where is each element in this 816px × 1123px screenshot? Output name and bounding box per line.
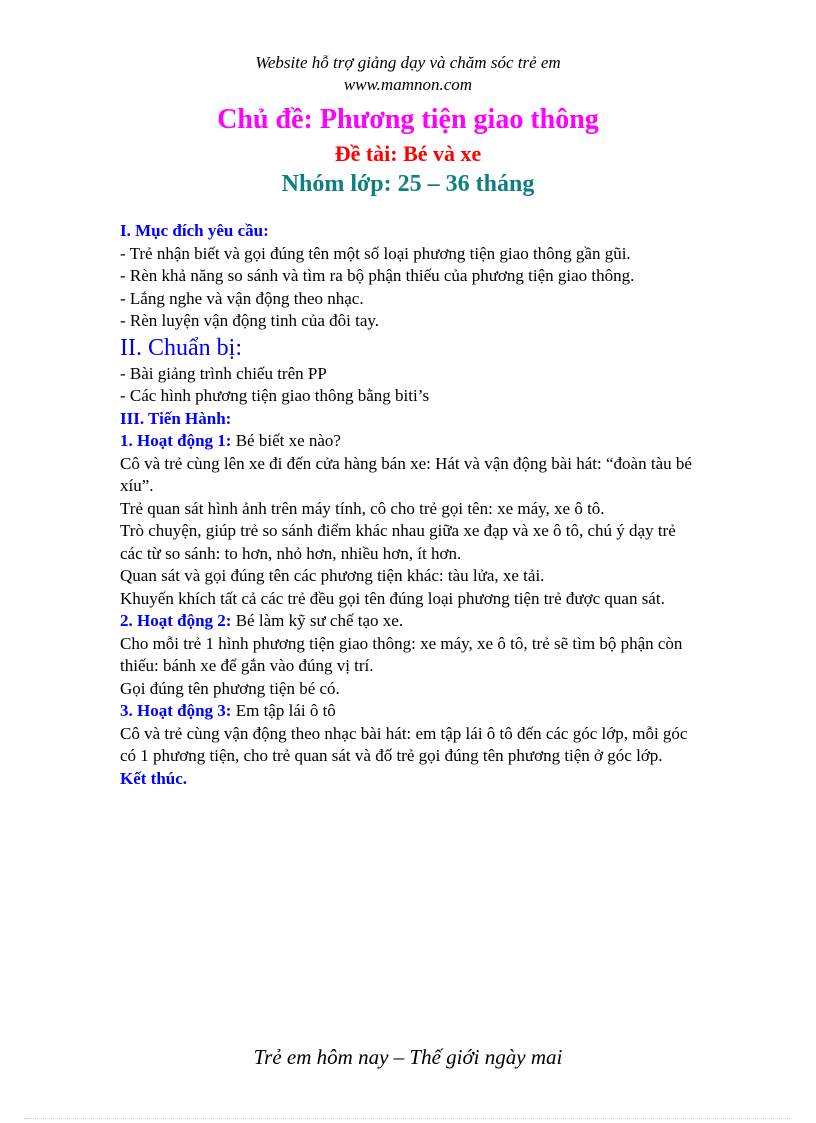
footer-slogan: Trẻ em hôm nay – Thế giới ngày mai [253,1045,563,1069]
activity-2-title: Bé làm kỹ sư chế tạo xe. [231,611,404,630]
objective-item: - Trẻ nhận biết và gọi đúng tên một số loại phương tiện giao thông gần gũi. [120,243,631,263]
activity-3-label: 3. Hoạt động 3: [120,701,232,720]
activity-1-title: Bé biết xe nào? [231,431,341,450]
section-objectives-heading: I. Mục đích yêu cầu: [120,221,269,240]
activity-1-line: Khuyến khích tất cả các trẻ đều gọi tên đúng loại phương tiện trẻ được quan sát. [120,588,665,608]
activity-1-label: 1. Hoạt động 1: [120,431,232,450]
objective-item: - Rèn luyện vận động tinh của đôi tay. [120,311,380,330]
activity-3-line: Cô và trẻ cùng vận động theo nhạc bài hát: em tập lái ô tô đến các góc lớp, mỗi góc có 1 phương tiện, cho trẻ quan sát và đố trẻ gọi đúng tên phương tiện ở góc lớp. [120,723,688,765]
activity-3-heading [120,700,700,723]
activity-1-heading [120,430,700,453]
activity-2-line: Gọi đúng tên phương tiện bé có. [120,678,340,698]
activity-1-line: Trẻ quan sát hình ảnh trên máy tính, cô cho trẻ gọi tên: xe máy, xe ô tô. [120,498,605,518]
objective-item: - Rèn khả năng so sánh và tìm ra bộ phận thiếu của phương tiện giao thông. [120,266,635,285]
activity-1-line: Cô và trẻ cùng lên xe đi đến cửa hàng bán xe: Hát và vận động bài hát: “đoàn tàu bé xíu”. [120,453,692,495]
activity-3-title: Em tập lái ô tô [231,701,336,720]
section-procedure-heading: III. Tiến Hành: [120,408,232,428]
activity-1-line: Quan sát và gọi đúng tên các phương tiện khác: tàu lửa, xe tải. [120,566,545,585]
section-preparation-heading: II. Chuẩn bị: [120,334,242,361]
ending-heading: Kết thúc. [120,768,188,788]
topic-title: Chủ đề: Phương tiện giao thông [217,104,599,135]
activity-2-line: Cho mỗi trẻ 1 hình phương tiện giao thông: xe máy, xe ô tô, trẻ sẽ tìm bộ phận còn thiếu: bánh xe để gắn vào đúng vị trí. [120,633,683,675]
preparation-item: - Bài giảng trình chiếu trên PP [120,363,327,383]
group-title: Nhóm lớp: 25 – 36 tháng [281,171,535,197]
objective-item: - Lắng nghe và vận động theo nhạc. [120,288,364,308]
activity-2-heading [120,610,700,633]
activity-2-label: 2. Hoạt động 2: [120,611,232,630]
lesson-content [120,220,700,790]
activity-1-line: Trò chuyện, giúp trẻ so sánh điểm khác nhau giữa xe đạp và xe ô tô, chú ý dạy trẻ các từ so sánh: to hơn, nhỏ hơn, nhiều hơn, ít hơn. [120,521,676,563]
header-website-line: Website hỗ trợ giảng dạy và chăm sóc trẻ em [255,53,561,72]
page-header [0,52,816,96]
subject-title: Đề tài: Bé và xe [334,141,482,166]
page-bottom-divider [24,1118,792,1119]
preparation-item: - Các hình phương tiện giao thông bằng biti’s [120,386,430,405]
header-url-line: www.mamnon.com [343,75,473,94]
